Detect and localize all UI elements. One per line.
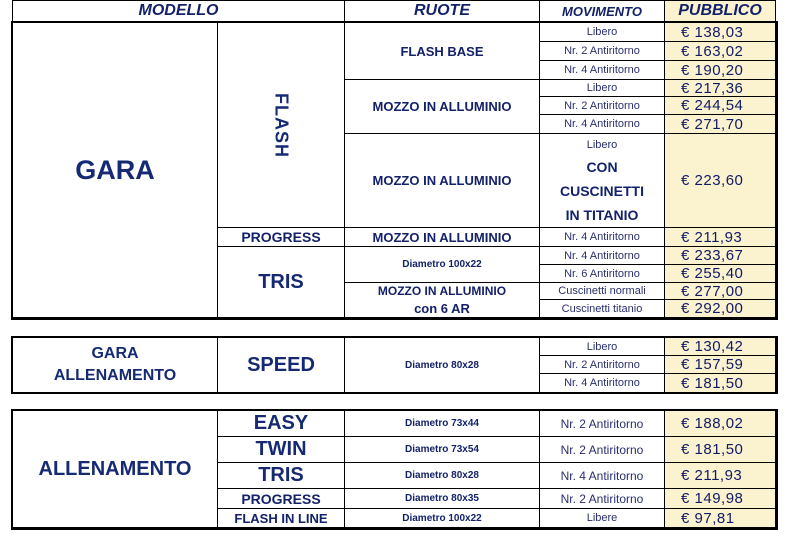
price-cell: € 244,54 xyxy=(664,96,776,115)
ruote-flash-base: FLASH BASE xyxy=(344,22,540,80)
ruote-diametro-speed: Diametro 80x28 xyxy=(344,337,540,393)
price-cell: € 97,81 xyxy=(664,508,776,528)
price-cell: € 163,02 xyxy=(664,41,776,61)
mov-row: Libero xyxy=(539,337,665,356)
tris-model: TRIS xyxy=(217,246,345,318)
mov-row: Libere xyxy=(539,508,665,528)
ruote-mozzo-2: MOZZO IN ALLUMINIO xyxy=(344,133,540,228)
progress-model: PROGRESS xyxy=(217,227,345,247)
ruote-mozzo-6ar: MOZZO IN ALLUMINIO con 6 AR xyxy=(344,282,540,318)
price-cell: € 233,67 xyxy=(664,246,776,265)
mov-row: Nr. 4 Antiritorno xyxy=(539,227,665,247)
mov-row: Nr. 2 Antiritorno xyxy=(539,488,665,509)
mov-row: Nr. 4 Antiritorno xyxy=(539,246,665,265)
mov-row: Nr. 2 Antiritorno xyxy=(539,355,665,374)
mov-row: Cuscinetti titanio xyxy=(539,299,665,318)
ruote-diametro: Diametro 73x54 xyxy=(344,436,540,463)
header-movimento: MOVIMENTO xyxy=(539,0,665,22)
mov-row: Nr. 4 Antiritorno xyxy=(539,462,665,489)
progress-model: PROGRESS xyxy=(217,488,345,509)
mov-row: Nr. 4 Antiritorno xyxy=(539,114,665,134)
flash-model: FLASH xyxy=(217,22,345,228)
twin-model: TWIN xyxy=(217,436,345,463)
mov-row: Nr. 2 Antiritorno xyxy=(539,436,665,463)
price-cell: € 211,93 xyxy=(664,227,776,247)
ruote-mozzo-3: MOZZO IN ALLUMINIO xyxy=(344,227,540,247)
price-cell: € 211,93 xyxy=(664,462,776,489)
gara-allenamento-label: GARA ALLENAMENTO xyxy=(12,337,218,393)
mov-row: Nr. 2 Antiritorno xyxy=(539,410,665,437)
gara-label: GARA xyxy=(12,22,218,318)
price-cell: € 181,50 xyxy=(664,436,776,463)
mov-row: Cuscinetti normali xyxy=(539,282,665,300)
tris-model: TRIS xyxy=(217,462,345,489)
mov-row: Libero xyxy=(539,22,665,42)
easy-model: EASY xyxy=(217,410,345,437)
ruote-diametro: Diametro 80x35 xyxy=(344,488,540,509)
speed-model: SPEED xyxy=(217,337,345,393)
mov-titanio: Libero CON CUSCINETTI IN TITANIO xyxy=(539,133,665,228)
mov-row: Nr. 6 Antiritorno xyxy=(539,264,665,283)
price-cell: € 149,98 xyxy=(664,488,776,509)
price-cell: € 138,03 xyxy=(664,22,776,42)
ruote-diametro: Diametro 100x22 xyxy=(344,508,540,528)
ruote-diametro: Diametro 80x28 xyxy=(344,462,540,489)
mov-row: Nr. 2 Antiritorno xyxy=(539,96,665,115)
header-modello: MODELLO xyxy=(12,0,345,22)
mov-row: Nr. 4 Antiritorno xyxy=(539,373,665,393)
price-cell: € 255,40 xyxy=(664,264,776,283)
mov-row: Libero xyxy=(539,79,665,97)
mov-row: Nr. 2 Antiritorno xyxy=(539,41,665,61)
price-cell: € 190,20 xyxy=(664,60,776,80)
price-cell: € 130,42 xyxy=(664,337,776,356)
ruote-diametro: Diametro 100x22 xyxy=(344,246,540,283)
ruote-mozzo-1: MOZZO IN ALLUMINIO xyxy=(344,79,540,134)
price-cell: € 157,59 xyxy=(664,355,776,374)
price-cell: € 188,02 xyxy=(664,410,776,437)
price-cell: € 181,50 xyxy=(664,373,776,393)
header-ruote: RUOTE xyxy=(344,0,540,22)
header-pubblico: PUBBLICO xyxy=(664,0,776,22)
price-cell: € 271,70 xyxy=(664,114,776,134)
flash-in-line-model: FLASH IN LINE xyxy=(217,508,345,528)
ruote-diametro: Diametro 73x44 xyxy=(344,410,540,437)
allenamento-label: ALLENAMENTO xyxy=(12,410,218,528)
price-cell: € 223,60 xyxy=(664,133,776,228)
price-cell: € 217,36 xyxy=(664,79,776,97)
mov-row: Nr. 4 Antiritorno xyxy=(539,60,665,80)
price-cell: € 292,00 xyxy=(664,299,776,318)
price-cell: € 277,00 xyxy=(664,282,776,300)
